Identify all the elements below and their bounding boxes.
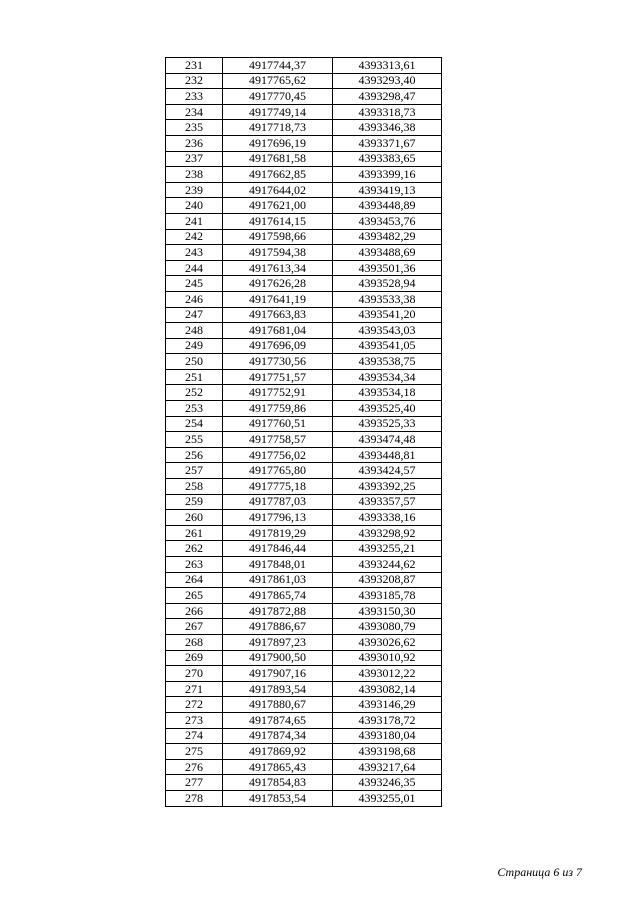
y-coordinate-cell: 4393474,48 — [333, 432, 442, 448]
table-row — [166, 229, 442, 245]
table-row — [166, 354, 442, 370]
table-row — [166, 572, 442, 588]
y-coordinate-cell: 4393217,64 — [333, 759, 442, 775]
point-number-cell: 257 — [166, 463, 223, 479]
x-coordinate-cell: 4917897,23 — [223, 634, 333, 650]
x-coordinate-cell: 4917775,18 — [223, 479, 333, 495]
table-row — [166, 369, 442, 385]
table-row — [166, 541, 442, 557]
y-coordinate-cell: 4393501,36 — [333, 260, 442, 276]
table-row — [166, 603, 442, 619]
point-number-cell: 267 — [166, 619, 223, 635]
point-number-cell: 261 — [166, 525, 223, 541]
point-number-cell: 236 — [166, 135, 223, 151]
x-coordinate-cell: 4917663,83 — [223, 307, 333, 323]
point-number-cell: 250 — [166, 354, 223, 370]
table-row — [166, 712, 442, 728]
x-coordinate-cell: 4917886,67 — [223, 619, 333, 635]
x-coordinate-cell: 4917718,73 — [223, 120, 333, 136]
y-coordinate-cell: 4393541,05 — [333, 338, 442, 354]
table-row — [166, 479, 442, 495]
table-row — [166, 58, 442, 74]
y-coordinate-cell: 4393246,35 — [333, 775, 442, 791]
point-number-cell: 271 — [166, 681, 223, 697]
x-coordinate-cell: 4917907,16 — [223, 666, 333, 682]
table-row — [166, 338, 442, 354]
point-number-cell: 278 — [166, 790, 223, 806]
x-coordinate-cell: 4917874,34 — [223, 728, 333, 744]
table-row — [166, 401, 442, 417]
x-coordinate-cell: 4917765,80 — [223, 463, 333, 479]
table-row — [166, 213, 442, 229]
point-number-cell: 273 — [166, 712, 223, 728]
y-coordinate-cell: 4393198,68 — [333, 744, 442, 760]
point-number-cell: 264 — [166, 572, 223, 588]
point-number-cell: 242 — [166, 229, 223, 245]
point-number-cell: 235 — [166, 120, 223, 136]
y-coordinate-cell: 4393244,62 — [333, 557, 442, 573]
point-number-cell: 249 — [166, 338, 223, 354]
y-coordinate-cell: 4393453,76 — [333, 213, 442, 229]
table-row — [166, 619, 442, 635]
y-coordinate-cell: 4393150,30 — [333, 603, 442, 619]
table-row — [166, 260, 442, 276]
table-row — [166, 759, 442, 775]
y-coordinate-cell: 4393346,38 — [333, 120, 442, 136]
x-coordinate-cell: 4917848,01 — [223, 557, 333, 573]
point-number-cell: 269 — [166, 650, 223, 666]
y-coordinate-cell: 4393255,01 — [333, 790, 442, 806]
table-row — [166, 697, 442, 713]
point-number-cell: 232 — [166, 73, 223, 89]
point-number-cell: 234 — [166, 104, 223, 120]
table-row — [166, 182, 442, 198]
y-coordinate-cell: 4393178,72 — [333, 712, 442, 728]
point-number-cell: 245 — [166, 276, 223, 292]
point-number-cell: 275 — [166, 744, 223, 760]
point-number-cell: 239 — [166, 182, 223, 198]
table-row — [166, 588, 442, 604]
x-coordinate-cell: 4917644,02 — [223, 182, 333, 198]
x-coordinate-cell: 4917681,58 — [223, 151, 333, 167]
x-coordinate-cell: 4917681,04 — [223, 323, 333, 339]
x-coordinate-cell: 4917641,19 — [223, 291, 333, 307]
y-coordinate-cell: 4393012,22 — [333, 666, 442, 682]
point-number-cell: 258 — [166, 479, 223, 495]
x-coordinate-cell: 4917861,03 — [223, 572, 333, 588]
y-coordinate-cell: 4393533,38 — [333, 291, 442, 307]
point-number-cell: 244 — [166, 260, 223, 276]
x-coordinate-cell: 4917846,44 — [223, 541, 333, 557]
y-coordinate-cell: 4393448,81 — [333, 447, 442, 463]
x-coordinate-cell: 4917598,66 — [223, 229, 333, 245]
y-coordinate-cell: 4393541,20 — [333, 307, 442, 323]
y-coordinate-cell: 4393313,61 — [333, 58, 442, 74]
point-number-cell: 248 — [166, 323, 223, 339]
x-coordinate-cell: 4917758,57 — [223, 432, 333, 448]
table-row — [166, 681, 442, 697]
table-row — [166, 120, 442, 136]
y-coordinate-cell: 4393543,03 — [333, 323, 442, 339]
x-coordinate-cell: 4917613,34 — [223, 260, 333, 276]
table-row — [166, 416, 442, 432]
table-row — [166, 167, 442, 183]
x-coordinate-cell: 4917819,29 — [223, 525, 333, 541]
table-row — [166, 151, 442, 167]
x-coordinate-cell: 4917744,37 — [223, 58, 333, 74]
y-coordinate-cell: 4393538,75 — [333, 354, 442, 370]
x-coordinate-cell: 4917621,00 — [223, 198, 333, 214]
y-coordinate-cell: 4393448,89 — [333, 198, 442, 214]
table-row — [166, 744, 442, 760]
x-coordinate-cell: 4917854,83 — [223, 775, 333, 791]
x-coordinate-cell: 4917865,74 — [223, 588, 333, 604]
y-coordinate-cell: 4393180,04 — [333, 728, 442, 744]
x-coordinate-cell: 4917796,13 — [223, 510, 333, 526]
table-row — [166, 525, 442, 541]
y-coordinate-cell: 4393298,92 — [333, 525, 442, 541]
y-coordinate-cell: 4393371,67 — [333, 135, 442, 151]
x-coordinate-cell: 4917696,19 — [223, 135, 333, 151]
y-coordinate-cell: 4393534,18 — [333, 385, 442, 401]
y-coordinate-cell: 4393357,57 — [333, 494, 442, 510]
table-row — [166, 323, 442, 339]
table-row — [166, 104, 442, 120]
x-coordinate-cell: 4917869,92 — [223, 744, 333, 760]
y-coordinate-cell: 4393419,13 — [333, 182, 442, 198]
point-number-cell: 265 — [166, 588, 223, 604]
x-coordinate-cell: 4917662,85 — [223, 167, 333, 183]
point-number-cell: 270 — [166, 666, 223, 682]
point-number-cell: 262 — [166, 541, 223, 557]
coordinates-table — [165, 57, 442, 807]
y-coordinate-cell: 4393318,73 — [333, 104, 442, 120]
table-row — [166, 89, 442, 105]
table-row — [166, 385, 442, 401]
table-row — [166, 728, 442, 744]
y-coordinate-cell: 4393525,40 — [333, 401, 442, 417]
x-coordinate-cell: 4917770,45 — [223, 89, 333, 105]
x-coordinate-cell: 4917880,67 — [223, 697, 333, 713]
point-number-cell: 254 — [166, 416, 223, 432]
point-number-cell: 231 — [166, 58, 223, 74]
point-number-cell: 277 — [166, 775, 223, 791]
table-row — [166, 73, 442, 89]
point-number-cell: 256 — [166, 447, 223, 463]
point-number-cell: 259 — [166, 494, 223, 510]
x-coordinate-cell: 4917752,91 — [223, 385, 333, 401]
x-coordinate-cell: 4917614,15 — [223, 213, 333, 229]
table-row — [166, 276, 442, 292]
y-coordinate-cell: 4393185,78 — [333, 588, 442, 604]
x-coordinate-cell: 4917900,50 — [223, 650, 333, 666]
point-number-cell: 260 — [166, 510, 223, 526]
y-coordinate-cell: 4393534,34 — [333, 369, 442, 385]
point-number-cell: 253 — [166, 401, 223, 417]
point-number-cell: 252 — [166, 385, 223, 401]
point-number-cell: 274 — [166, 728, 223, 744]
table-row — [166, 510, 442, 526]
table-row — [166, 245, 442, 261]
table-row — [166, 494, 442, 510]
table-row — [166, 557, 442, 573]
x-coordinate-cell: 4917893,54 — [223, 681, 333, 697]
y-coordinate-cell: 4393399,16 — [333, 167, 442, 183]
point-number-cell: 272 — [166, 697, 223, 713]
x-coordinate-cell: 4917749,14 — [223, 104, 333, 120]
x-coordinate-cell: 4917756,02 — [223, 447, 333, 463]
point-number-cell: 237 — [166, 151, 223, 167]
x-coordinate-cell: 4917759,86 — [223, 401, 333, 417]
table-row — [166, 650, 442, 666]
point-number-cell: 246 — [166, 291, 223, 307]
page-number: Страница 6 из 7 — [497, 865, 582, 879]
table-row — [166, 447, 442, 463]
table-row — [166, 463, 442, 479]
point-number-cell: 251 — [166, 369, 223, 385]
point-number-cell: 266 — [166, 603, 223, 619]
table-row — [166, 307, 442, 323]
table-row — [166, 432, 442, 448]
x-coordinate-cell: 4917751,57 — [223, 369, 333, 385]
point-number-cell: 276 — [166, 759, 223, 775]
table-row — [166, 790, 442, 806]
x-coordinate-cell: 4917787,03 — [223, 494, 333, 510]
x-coordinate-cell: 4917626,28 — [223, 276, 333, 292]
coordinates-table-body — [166, 58, 442, 807]
y-coordinate-cell: 4393392,25 — [333, 479, 442, 495]
y-coordinate-cell: 4393338,16 — [333, 510, 442, 526]
x-coordinate-cell: 4917765,62 — [223, 73, 333, 89]
point-number-cell: 263 — [166, 557, 223, 573]
table-row — [166, 291, 442, 307]
y-coordinate-cell: 4393528,94 — [333, 276, 442, 292]
x-coordinate-cell: 4917874,65 — [223, 712, 333, 728]
point-number-cell: 243 — [166, 245, 223, 261]
y-coordinate-cell: 4393010,92 — [333, 650, 442, 666]
point-number-cell: 247 — [166, 307, 223, 323]
y-coordinate-cell: 4393298,47 — [333, 89, 442, 105]
point-number-cell: 268 — [166, 634, 223, 650]
x-coordinate-cell: 4917594,38 — [223, 245, 333, 261]
y-coordinate-cell: 4393525,33 — [333, 416, 442, 432]
y-coordinate-cell: 4393080,79 — [333, 619, 442, 635]
y-coordinate-cell: 4393383,65 — [333, 151, 442, 167]
point-number-cell: 255 — [166, 432, 223, 448]
table-row — [166, 198, 442, 214]
point-number-cell: 241 — [166, 213, 223, 229]
y-coordinate-cell: 4393482,29 — [333, 229, 442, 245]
table-row — [166, 775, 442, 791]
y-coordinate-cell: 4393255,21 — [333, 541, 442, 557]
y-coordinate-cell: 4393293,40 — [333, 73, 442, 89]
x-coordinate-cell: 4917872,88 — [223, 603, 333, 619]
y-coordinate-cell: 4393488,69 — [333, 245, 442, 261]
point-number-cell: 233 — [166, 89, 223, 105]
y-coordinate-cell: 4393082,14 — [333, 681, 442, 697]
point-number-cell: 238 — [166, 167, 223, 183]
table-row — [166, 666, 442, 682]
x-coordinate-cell: 4917865,43 — [223, 759, 333, 775]
point-number-cell: 240 — [166, 198, 223, 214]
x-coordinate-cell: 4917853,54 — [223, 790, 333, 806]
y-coordinate-cell: 4393424,57 — [333, 463, 442, 479]
table-row — [166, 135, 442, 151]
y-coordinate-cell: 4393208,87 — [333, 572, 442, 588]
x-coordinate-cell: 4917730,56 — [223, 354, 333, 370]
y-coordinate-cell: 4393146,29 — [333, 697, 442, 713]
y-coordinate-cell: 4393026,62 — [333, 634, 442, 650]
table-row — [166, 634, 442, 650]
x-coordinate-cell: 4917696,09 — [223, 338, 333, 354]
x-coordinate-cell: 4917760,51 — [223, 416, 333, 432]
